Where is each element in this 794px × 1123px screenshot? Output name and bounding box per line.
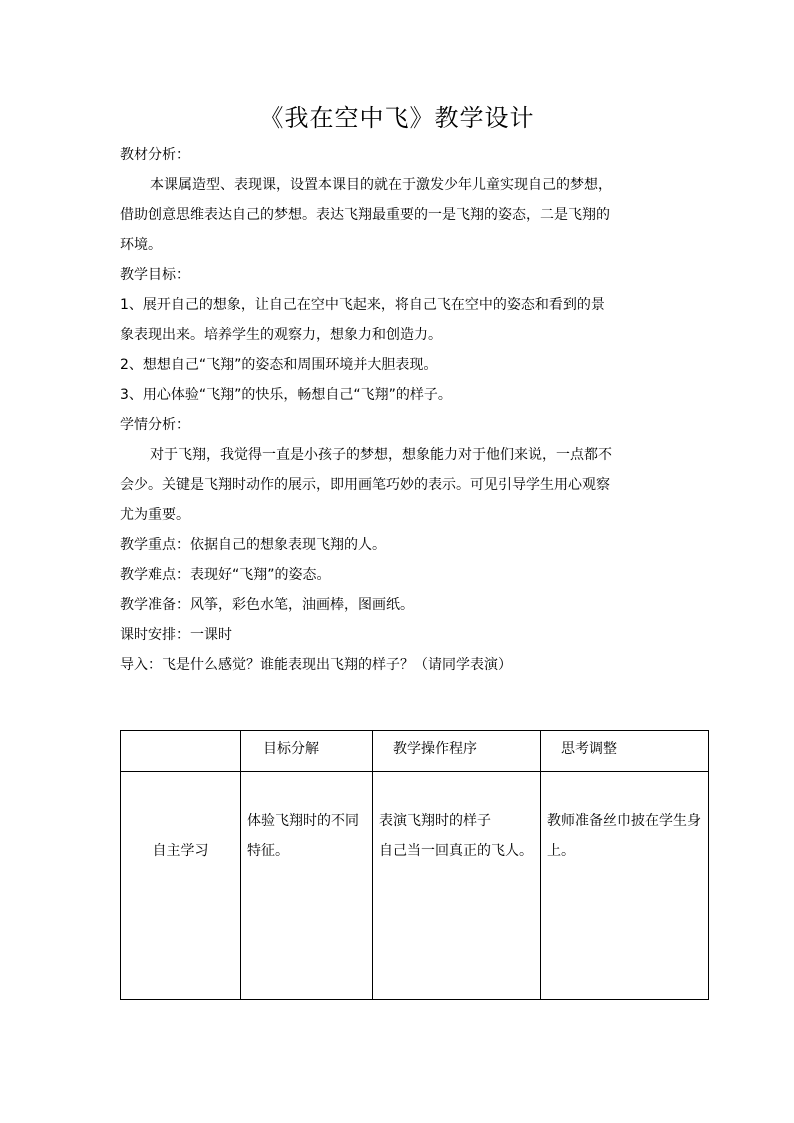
table-header-cell	[121, 731, 241, 772]
goal-item-1-continued: 象表现出来。培养学生的观察力，想象力和创造力。	[120, 327, 442, 343]
lesson-plan-table	[120, 730, 709, 1000]
table-cell-goal: 体验飞翔时的不同特征。	[241, 772, 373, 1000]
paragraph-line: 尤为重要。	[120, 507, 190, 523]
key-point: 教学重点：依据自己的想象表现飞翔的人。	[120, 537, 386, 553]
table-header-cell: 目标分解	[241, 731, 373, 772]
introduction: 导入：飞是什么感觉？谁能表现出飞翔的样子？（请同学表演）	[120, 657, 512, 673]
goal-item-3: 3、用心体验“飞翔”的快乐，畅想自己“飞翔”的样子。	[120, 387, 452, 403]
section-heading-materials: 教材分析：	[120, 147, 190, 163]
table-cell-adjust: 教师准备丝巾披在学生身上。	[541, 772, 709, 1000]
paragraph-line: 借助创意思维表达自己的梦想。表达飞翔最重要的一是飞翔的姿态，二是飞翔的	[120, 207, 610, 223]
table-header-cell: 思考调整	[541, 731, 709, 772]
paragraph-line: 对于飞翔，我觉得一直是小孩子的梦想，想象能力对于他们来说，一点都不	[150, 447, 612, 463]
paragraph-line: 环境。	[120, 237, 162, 253]
schedule: 课时安排：一课时	[120, 627, 232, 643]
table-cell-stage: 自主学习	[121, 772, 241, 1000]
document-body	[120, 140, 680, 680]
table-row	[121, 772, 709, 1000]
paragraph-line: 会少。关键是飞翔时动作的展示，即用画笔巧妙的表示。可见引导学生用心观察	[120, 477, 610, 493]
goal-item-2: 2、想想自己“飞翔”的姿态和周围环境并大胆表现。	[120, 357, 438, 373]
document-title: 《我在空中飞》教学设计	[259, 104, 535, 132]
difficulty: 教学难点：表现好“飞翔”的姿态。	[120, 567, 331, 583]
paragraph-line: 本课属造型、表现课，设置本课目的就在于激发少年儿童实现自己的梦想，	[150, 177, 612, 193]
section-heading-analysis: 学情分析：	[120, 417, 190, 433]
preparation: 教学准备：风筝，彩色水笔，油画棒，图画纸。	[120, 597, 414, 613]
procedure-line-1: 表演飞翔时的样子	[379, 813, 491, 829]
section-heading-goals: 教学目标：	[120, 267, 190, 283]
table-cell-procedure	[373, 772, 541, 1000]
table-header-row	[121, 731, 709, 772]
table-header-cell: 教学操作程序	[373, 731, 541, 772]
goal-item-1: 1、展开自己的想象，让自己在空中飞起来，将自己飞在空中的姿态和看到的景	[120, 297, 605, 313]
procedure-line-2: 自己当一回真正的飞人。	[379, 843, 533, 859]
